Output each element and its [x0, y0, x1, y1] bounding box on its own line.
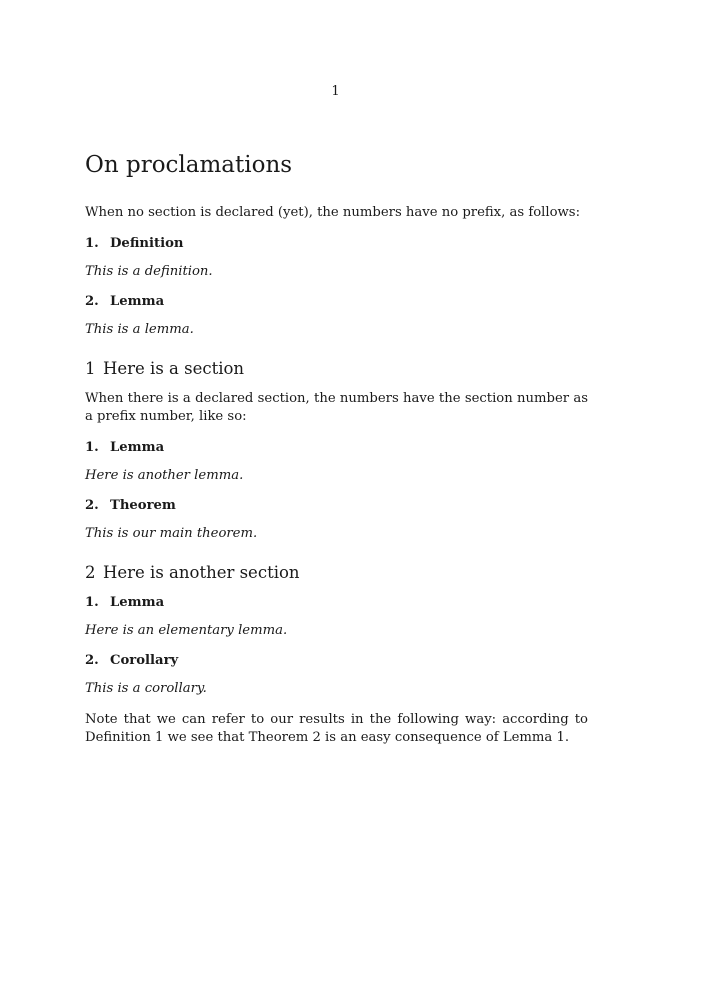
proclamation-body: This is a lemma. — [85, 322, 194, 337]
proclamation-heading — [85, 439, 588, 457]
proclamation-heading — [85, 293, 588, 311]
section-paragraph: When there is a declared section, the numbers have the section number as a prefix number, like so: — [85, 390, 588, 424]
proclamation-heading — [85, 497, 588, 515]
proclamation-number: 1. — [85, 439, 99, 455]
section-number: 1 — [85, 358, 96, 378]
proclamation-kind: Corollary — [110, 653, 179, 668]
proclamation-number: 2. — [85, 498, 99, 513]
proclamation-body: This is our main theorem. — [85, 526, 258, 541]
section-heading — [85, 562, 588, 584]
proclamation-heading — [85, 652, 588, 670]
section-number: 2 — [85, 562, 96, 582]
proclamation-number: 1. — [85, 235, 99, 251]
section-title: Here is another section — [103, 562, 300, 582]
proclamation-body: Here is another lemma. — [85, 467, 244, 483]
proclamation-kind: Definition — [110, 235, 184, 251]
proclamation-kind: Lemma — [110, 594, 165, 610]
section-heading — [85, 358, 588, 380]
proclamation-heading — [85, 235, 588, 253]
page-number: 1 — [331, 84, 340, 99]
proclamation-number: 2. — [85, 653, 99, 668]
document-title: On proclamations — [85, 152, 293, 178]
closing-paragraph: Note that we can refer to our results in the following way: according to Definition 1 we see that Theorem 2 is an easy consequence of Lemma 1. — [85, 711, 588, 745]
proclamation-number: 2. — [85, 294, 99, 309]
section-title: Here is a section — [103, 358, 245, 378]
document-body — [85, 150, 588, 748]
proclamation-kind: Lemma — [110, 439, 165, 455]
proclamation-number: 1. — [85, 594, 99, 610]
proclamation-kind: Theorem — [110, 498, 176, 513]
proclamation-body: Here is an elementary lemma. — [85, 622, 288, 638]
proclamation-heading — [85, 594, 588, 612]
proclamation-body: This is a corollary. — [85, 681, 207, 696]
proclamation-body: This is a definition. — [85, 263, 213, 279]
proclamation-kind: Lemma — [110, 294, 165, 309]
intro-paragraph: When no section is declared (yet), the numbers have no prefix, as follows: — [85, 205, 581, 220]
